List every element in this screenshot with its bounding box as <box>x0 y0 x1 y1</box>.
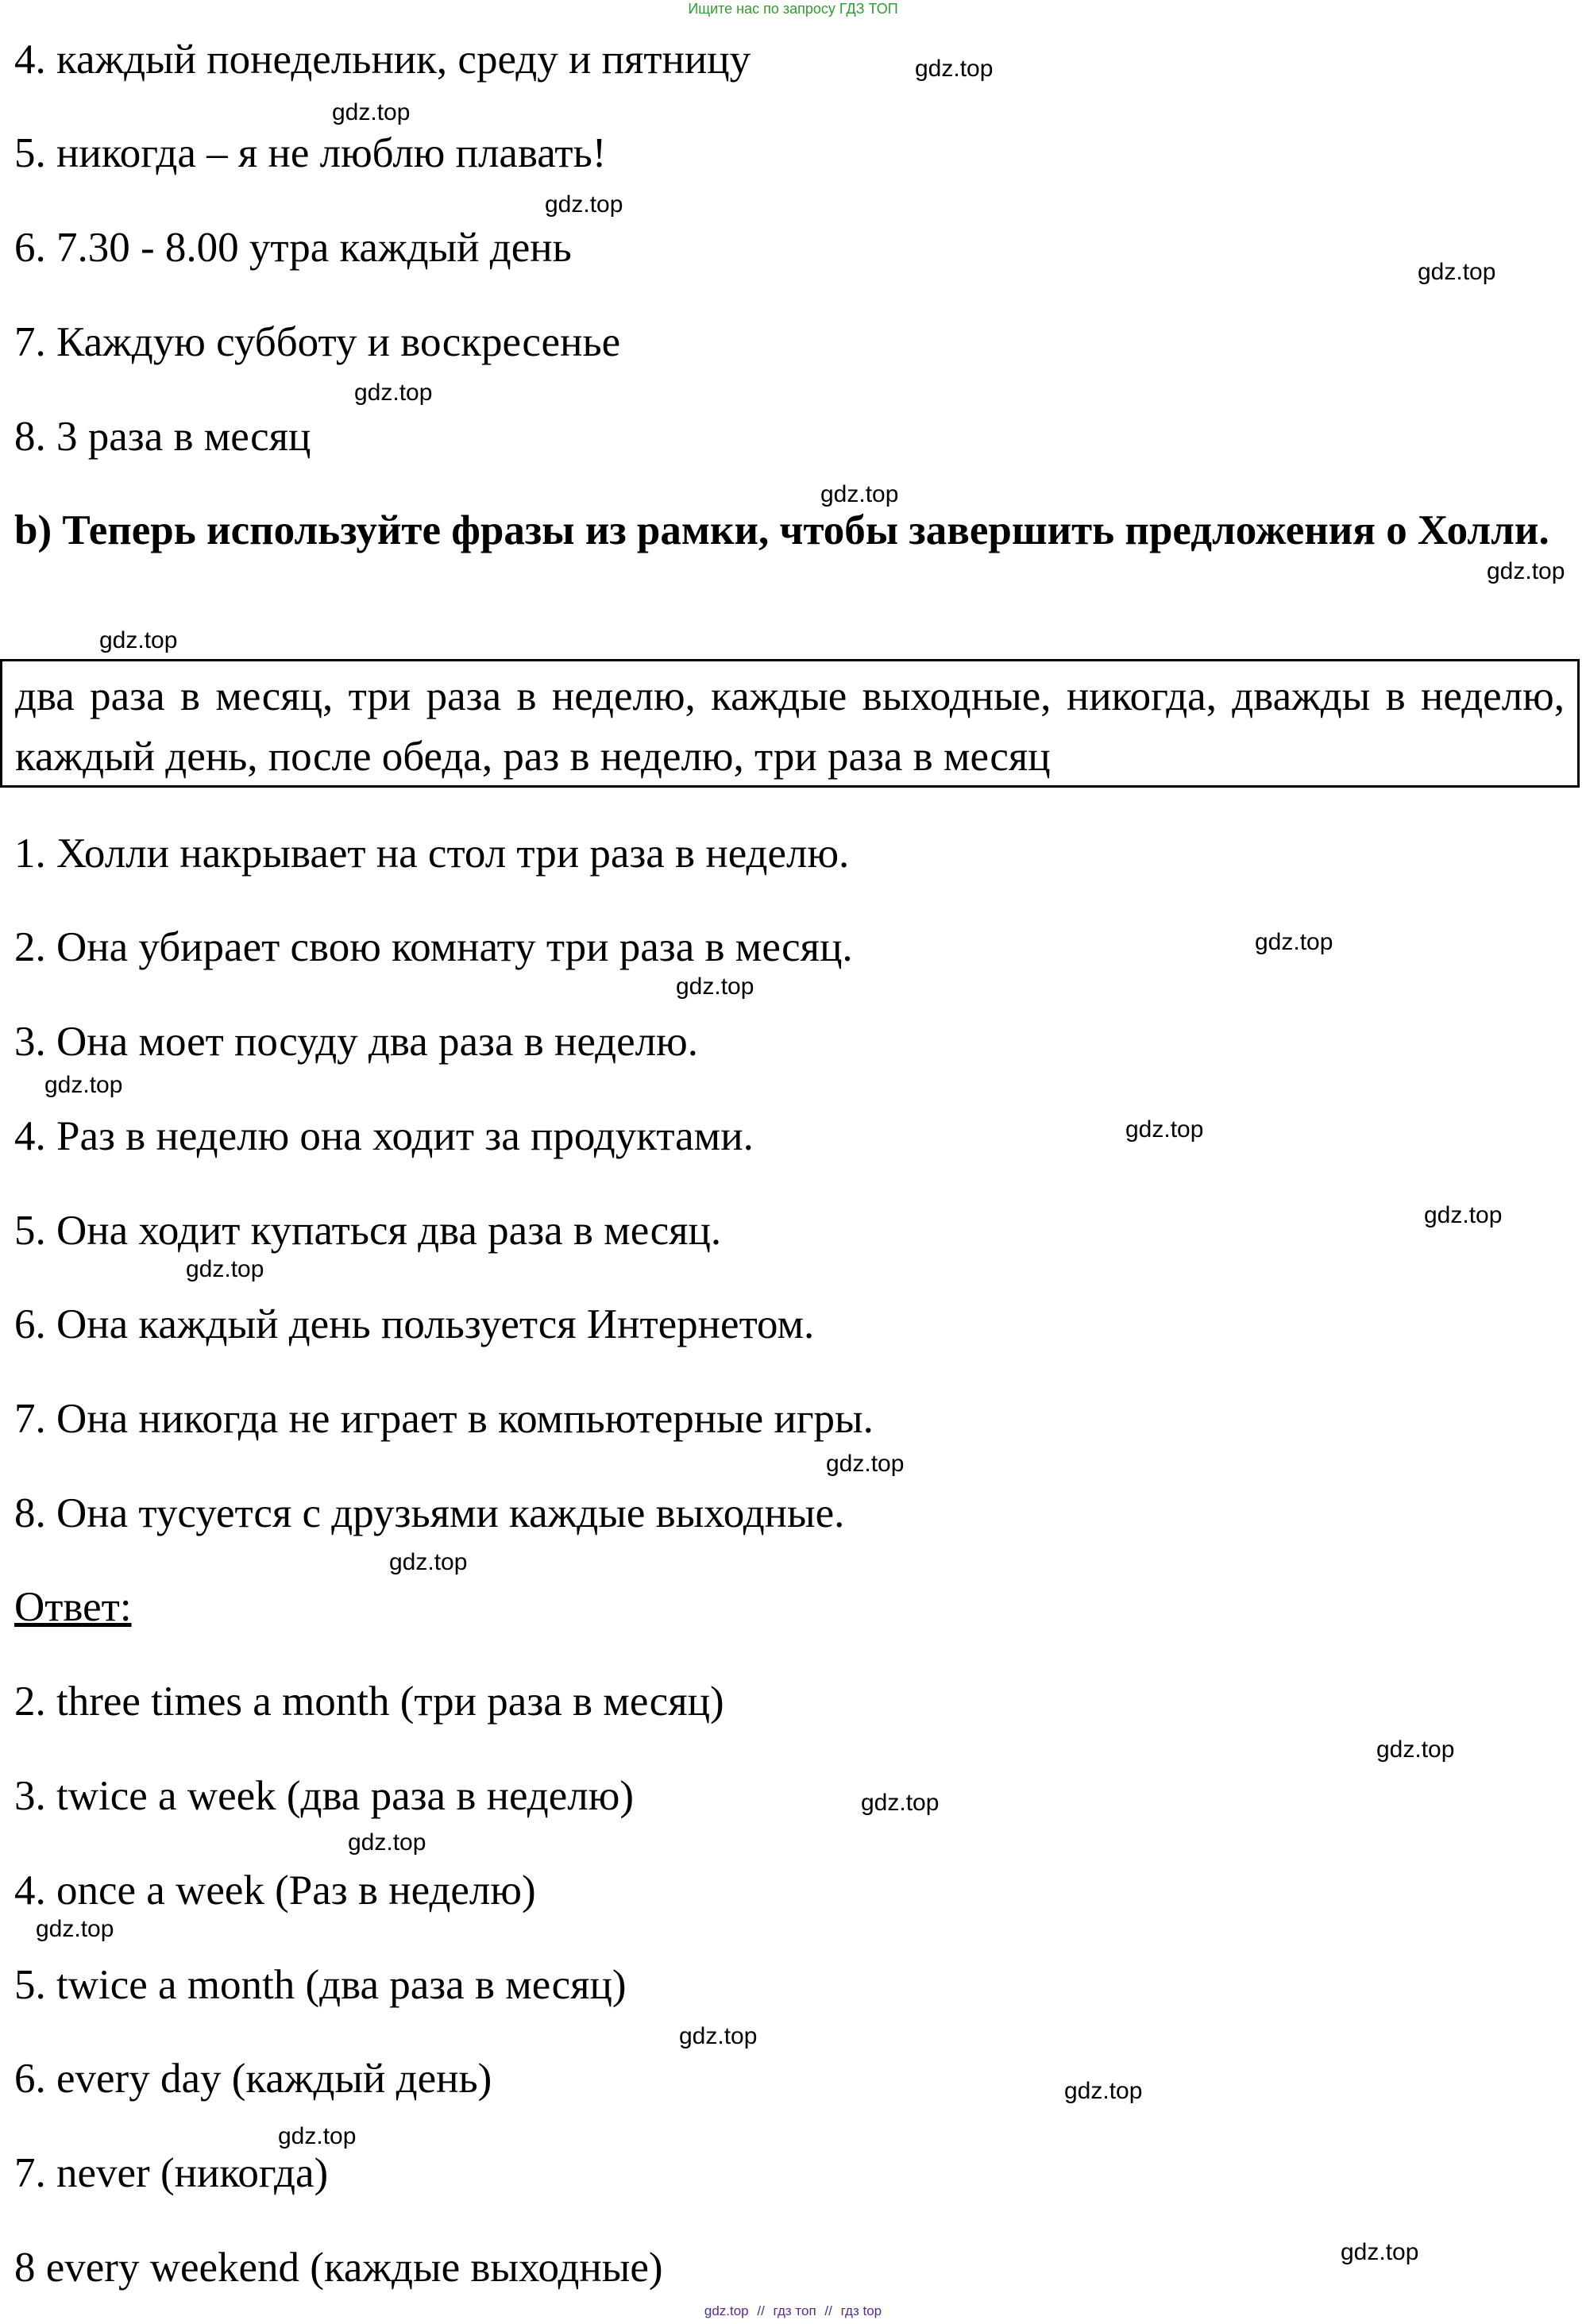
answer-title: Ответ: <box>14 1584 132 1630</box>
part-a-item-8: 8. 3 раза в месяц <box>14 414 311 460</box>
answer-3: 3. twice a week (два раза в неделю) <box>14 1773 634 1819</box>
watermark: gdz.top <box>44 1072 123 1098</box>
watermark: gdz.top <box>1487 558 1565 584</box>
part-b-sentence-6: 6. Она каждый день пользуется Интернетом. <box>14 1301 815 1347</box>
part-b-sentence-3: 3. Она моет посуду два раза в неделю. <box>14 1019 698 1065</box>
answer-8: 8 every weekend (каждые выходные) <box>14 2245 663 2291</box>
part-b-heading: b) Теперь используйте фразы из рамки, чтобы завершить предложения о Холли. <box>14 507 1549 553</box>
bottom-links <box>0 2303 1586 2320</box>
watermark: gdz.top <box>1418 259 1496 285</box>
watermark: gdz.top <box>1125 1116 1204 1143</box>
part-b-sentence-2: 2. Она убирает свою комнату три раза в месяц. <box>14 924 853 970</box>
watermark: gdz.top <box>332 99 411 125</box>
answer-6: 6. every day (каждый день) <box>14 2056 492 2102</box>
watermark: gdz.top <box>278 2123 357 2149</box>
part-a-item-5: 5. никогда – я не люблю плавать! <box>14 130 607 176</box>
watermark: gdz.top <box>1255 929 1333 955</box>
bottom-link-gdz-top-ru[interactable]: гдз топ <box>773 2303 816 2318</box>
watermark: gdz.top <box>186 1256 264 1282</box>
watermark: gdz.top <box>36 1916 114 1942</box>
part-a-item-6: 6. 7.30 - 8.00 утра каждый день <box>14 225 572 271</box>
part-b-sentence-7: 7. Она никогда не играет в компьютерные игры. <box>14 1396 874 1442</box>
watermark: gdz.top <box>99 627 178 653</box>
watermark: gdz.top <box>348 1829 426 1856</box>
part-a-item-7: 7. Каждую субботу и воскресенье <box>14 319 621 365</box>
watermark: gdz.top <box>1341 2239 1419 2265</box>
bottom-link-gdz-top-mixed[interactable]: гдз top <box>840 2303 882 2318</box>
watermark: gdz.top <box>354 380 433 406</box>
part-b-sentence-1: 1. Холли накрывает на стол три раза в неделю. <box>14 831 850 877</box>
watermark: gdz.top <box>676 973 754 1000</box>
link-separator: // <box>757 2303 765 2318</box>
watermark: gdz.top <box>1424 1202 1503 1228</box>
bottom-link-gdz-top[interactable]: gdz.top <box>704 2303 749 2318</box>
phrase-box: два раза в месяц, три раза в неделю, каждые выходные, никогда, дважды в неделю, каждый день, после обеда, раз в неделю, три раза в месяц <box>0 659 1580 788</box>
watermark: gdz.top <box>820 481 899 507</box>
watermark: gdz.top <box>861 1790 940 1816</box>
part-b-sentence-5: 5. Она ходит купаться два раза в месяц. <box>14 1208 722 1254</box>
link-separator: // <box>824 2303 832 2318</box>
part-b-sentence-8: 8. Она тусуется с друзьями каждые выходные. <box>14 1490 845 1536</box>
watermark: gdz.top <box>826 1451 905 1477</box>
watermark: gdz.top <box>1376 1736 1455 1763</box>
watermark: gdz.top <box>389 1549 468 1575</box>
watermark: gdz.top <box>545 191 623 218</box>
part-b-sentence-4: 4. Раз в неделю она ходит за продуктами. <box>14 1113 754 1159</box>
watermark: gdz.top <box>915 56 994 82</box>
answer-4: 4. once a week (Раз в неделю) <box>14 1867 536 1914</box>
watermark: gdz.top <box>1064 2078 1143 2104</box>
answer-2: 2. three times a month (три раза в месяц) <box>14 1678 724 1725</box>
part-a-item-4: 4. каждый понедельник, среду и пятницу <box>14 37 751 83</box>
answer-7: 7. never (никогда) <box>14 2150 329 2196</box>
answer-5: 5. twice a month (два раза в месяц) <box>14 1962 627 2008</box>
watermark: gdz.top <box>679 2023 758 2049</box>
top-banner-link[interactable]: Ищите нас по запросу ГДЗ ТОП <box>688 1 898 17</box>
